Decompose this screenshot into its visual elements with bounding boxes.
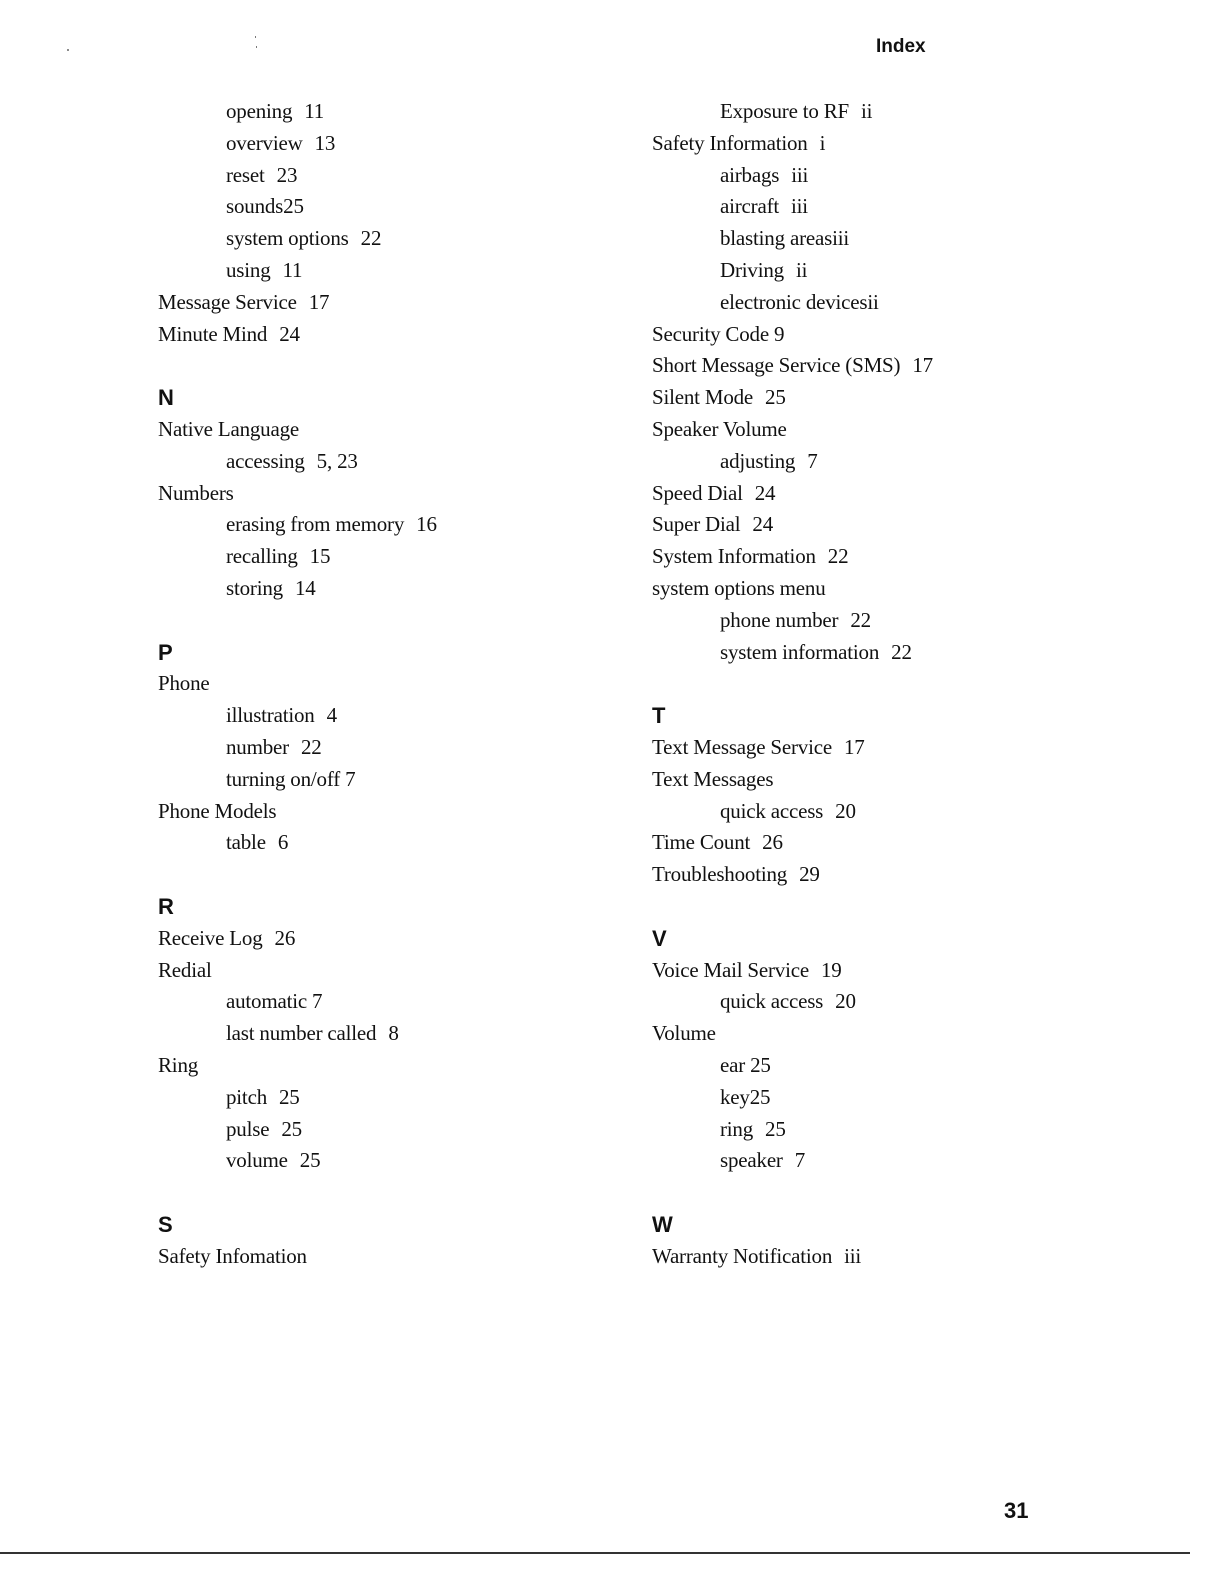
index-subentry	[158, 764, 618, 796]
index-term: Short Message Service (SMS)	[652, 353, 901, 378]
index-subentry	[158, 827, 618, 859]
index-term: Exposure to RF	[720, 99, 850, 123]
index-term: storing	[226, 575, 283, 600]
index-term: Time Count	[652, 830, 751, 855]
index-term: Volume	[652, 1021, 716, 1046]
index-subentry	[652, 287, 1092, 319]
index-term: Warranty Notification	[652, 1243, 833, 1268]
index-subentry	[652, 1082, 1092, 1114]
index-term: table	[226, 830, 266, 855]
index-page-ref: 22	[891, 639, 912, 664]
index-page-ref: ii	[861, 99, 873, 123]
index-page-ref: i	[819, 130, 826, 155]
index-term: blasting areasiii	[720, 226, 849, 251]
index-term: Redial	[158, 957, 212, 982]
index-subentry	[652, 255, 1092, 287]
index-entry	[652, 319, 1092, 351]
index-entry	[652, 732, 1092, 764]
index-page-ref: 22	[300, 734, 322, 759]
index-page-ref: 25	[279, 1084, 300, 1109]
index-entry	[158, 796, 618, 828]
index-section-letter: W	[652, 1211, 673, 1237]
index-subentry	[652, 1114, 1092, 1146]
index-term: airbags	[720, 162, 780, 187]
index-page-ref: 26	[762, 830, 783, 855]
index-subentry	[158, 1145, 618, 1177]
index-entry	[652, 1018, 1092, 1050]
index-term: Minute Mind	[158, 321, 268, 346]
index-section-letter: R	[158, 893, 174, 919]
index-page-ref: 25	[765, 385, 786, 410]
index-subentry	[158, 1082, 618, 1114]
index-page-ref: 20	[835, 798, 856, 823]
index-term: Message Service	[158, 289, 297, 314]
index-subentry	[158, 255, 618, 287]
index-term: Receive Log	[158, 925, 263, 950]
index-page-ref: 13	[314, 130, 336, 155]
index-subentry	[158, 541, 618, 573]
index-page-ref: 20	[835, 989, 856, 1014]
index-page-ref: 6	[277, 830, 289, 855]
index-subentry	[158, 223, 618, 255]
index-page-ref: iii	[791, 162, 809, 187]
index-term: Native Language	[158, 416, 300, 441]
index-term: erasing from memory	[226, 512, 405, 537]
index-entry	[652, 541, 1092, 573]
index-term: sounds25	[226, 194, 304, 219]
index-section-letter: T	[652, 703, 666, 729]
index-subentry	[158, 191, 618, 223]
index-entry	[652, 955, 1092, 987]
index-entry	[652, 414, 1092, 446]
index-term: key25	[720, 1084, 771, 1109]
index-term: reset	[226, 162, 265, 187]
index-subentry	[652, 605, 1092, 637]
scan-speck	[256, 46, 257, 48]
index-term: Driving	[720, 257, 784, 282]
index-entry	[652, 859, 1092, 891]
index-page-ref: 8	[388, 1021, 399, 1046]
index-term: Speaker Volume	[652, 416, 787, 441]
index-entry	[158, 1050, 618, 1082]
index-term: pulse	[226, 1116, 270, 1141]
index-subentry	[652, 96, 1092, 128]
index-term: Text Message Service	[652, 734, 832, 759]
index-term: Super Dial	[652, 512, 741, 537]
index-subentry	[158, 1114, 618, 1146]
index-subentry	[158, 732, 618, 764]
index-subentry	[158, 509, 618, 541]
index-subentry	[158, 573, 618, 605]
index-page-ref: 17	[912, 353, 933, 378]
page-header-title: Index	[876, 36, 926, 57]
index-page-ref: 25	[281, 1116, 302, 1141]
index-section-letter: S	[158, 1211, 173, 1237]
index-term: System Information	[652, 544, 816, 569]
index-entry	[158, 1241, 618, 1273]
index-term: Safety Information	[652, 130, 808, 155]
index-page-ref: 22	[360, 226, 382, 251]
index-page-ref: 25	[765, 1116, 786, 1141]
index-page-ref: 24	[752, 512, 774, 537]
index-entry	[652, 827, 1092, 859]
index-page-ref: 17	[843, 734, 865, 759]
index-column-right	[652, 96, 1092, 1272]
index-subentry	[652, 223, 1092, 255]
index-term: phone number	[720, 607, 839, 632]
index-term: volume	[226, 1148, 288, 1173]
index-page-ref: 11	[282, 257, 303, 282]
index-entry	[158, 414, 618, 446]
index-term: Security Code 9	[652, 321, 785, 346]
index-page-ref: 19	[820, 957, 842, 982]
index-page-ref: 7	[794, 1148, 806, 1173]
index-subentry	[652, 637, 1092, 669]
index-entry	[158, 955, 618, 987]
index-subentry	[652, 796, 1092, 828]
footer-rule	[0, 1552, 1190, 1554]
index-term: Troubleshooting	[652, 862, 788, 887]
index-entry	[652, 764, 1092, 796]
index-entry	[652, 350, 1092, 382]
index-term: accessing	[226, 448, 305, 473]
index-page-ref: 7	[807, 448, 818, 473]
index-section-letter: P	[158, 639, 173, 665]
index-entry	[652, 382, 1092, 414]
index-page-ref: 22	[850, 607, 871, 632]
index-page-ref: 25	[299, 1148, 321, 1173]
index-page-ref: 24	[279, 321, 300, 346]
index-entry	[158, 287, 618, 319]
index-subentry	[652, 1145, 1092, 1177]
index-page-ref: 4	[326, 703, 337, 728]
index-entry	[652, 128, 1092, 160]
index-subentry	[652, 986, 1092, 1018]
index-section-letter: V	[652, 925, 667, 951]
index-term: Text Messages	[652, 766, 774, 791]
index-subentry	[652, 191, 1092, 223]
index-term: system options menu	[652, 575, 826, 600]
index-term: automatic 7	[226, 989, 323, 1014]
index-term: Numbers	[158, 480, 234, 505]
index-subentry	[158, 96, 618, 128]
index-entry	[158, 923, 618, 955]
index-term: system information	[720, 639, 880, 664]
index-term: quick access	[720, 798, 824, 823]
index-term: overview	[226, 130, 303, 155]
index-page-ref: 5, 23	[316, 448, 358, 473]
index-subentry	[158, 700, 618, 732]
index-page-ref: iii	[791, 194, 808, 219]
index-term: Voice Mail Service	[652, 957, 809, 982]
index-term: Safety Infomation	[158, 1243, 307, 1268]
index-subentry	[652, 446, 1092, 478]
index-entry	[158, 478, 618, 510]
index-term: pitch	[226, 1084, 267, 1109]
index-page-ref: 22	[827, 544, 849, 569]
index-term: last number called	[226, 1021, 377, 1046]
index-section-letter: N	[158, 385, 174, 411]
index-term: Silent Mode	[652, 385, 754, 410]
index-term: Phone	[158, 671, 210, 696]
index-page-ref: 15	[309, 544, 331, 569]
index-subentry	[158, 1018, 618, 1050]
index-page-ref: 17	[308, 289, 330, 314]
index-term: opening	[226, 99, 293, 123]
index-term: ear 25	[720, 1052, 771, 1077]
index-page-ref: 29	[799, 862, 820, 887]
index-subentry	[158, 446, 618, 478]
index-page-ref: 24	[754, 480, 776, 505]
scan-speck	[255, 36, 256, 38]
index-entry	[652, 509, 1092, 541]
index-term: speaker	[720, 1148, 783, 1173]
index-term: aircraft	[720, 194, 780, 219]
index-subentry	[158, 160, 618, 192]
index-page-ref: 26	[274, 925, 296, 950]
index-term: recalling	[226, 544, 298, 569]
index-entry	[652, 1241, 1092, 1273]
index-subentry	[652, 1050, 1092, 1082]
scan-speck	[67, 49, 69, 51]
index-page-ref: 16	[416, 512, 437, 537]
index-term: Speed Dial	[652, 480, 743, 505]
index-term: illustration	[226, 703, 315, 728]
page-number: 31	[1004, 1498, 1029, 1523]
index-page-ref: 14	[294, 575, 316, 600]
index-subentry	[158, 986, 618, 1018]
index-entry	[652, 478, 1092, 510]
index-term: Phone Models	[158, 798, 277, 823]
index-column-left	[158, 96, 618, 1272]
index-subentry	[158, 128, 618, 160]
index-term: ring	[720, 1116, 754, 1141]
index-term: electronic devicesii	[720, 289, 879, 314]
index-term: adjusting	[720, 448, 796, 473]
index-term: quick access	[720, 989, 824, 1014]
index-term: Ring	[158, 1052, 199, 1077]
index-term: system options	[226, 226, 349, 251]
index-term: using	[226, 257, 271, 282]
index-subentry	[652, 160, 1092, 192]
index-entry	[652, 573, 1092, 605]
index-page-ref: iii	[844, 1243, 862, 1268]
index-page-ref: ii	[795, 257, 808, 282]
index-entry	[158, 319, 618, 351]
index-page-ref: 11	[304, 99, 325, 123]
index-page-ref: 23	[276, 162, 298, 187]
index-term: number	[226, 734, 289, 759]
index-term: turning on/off 7	[226, 766, 356, 791]
index-entry	[158, 668, 618, 700]
